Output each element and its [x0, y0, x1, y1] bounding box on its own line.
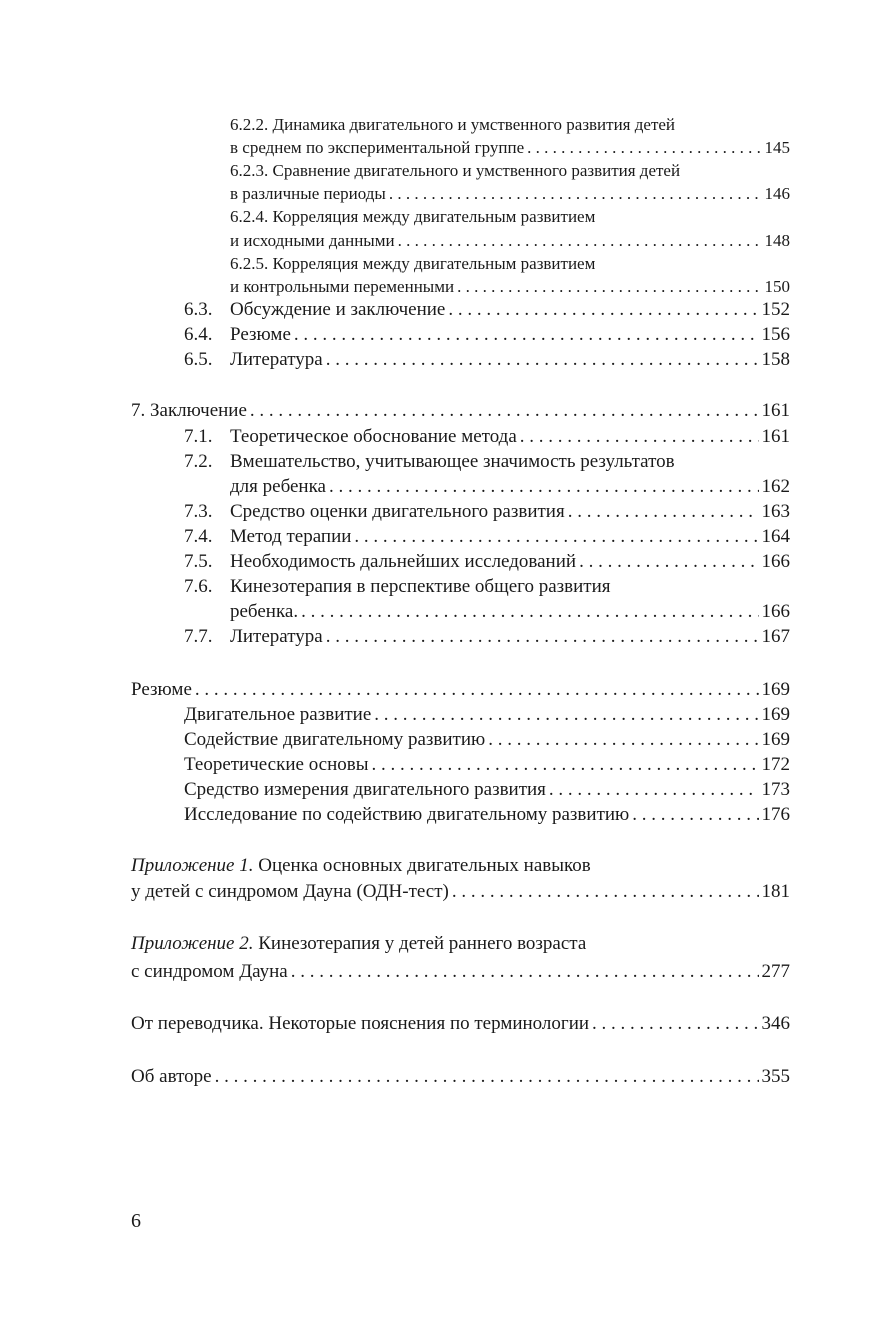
toc-entry-6-2-4-cont[interactable] — [230, 231, 790, 251]
page-ref: 173 — [761, 779, 790, 800]
dot-leader — [457, 277, 761, 297]
entry-title: у детей с синдромом Дауна (ОДН-тест) — [131, 881, 449, 902]
toc-entry-7-4[interactable] — [184, 526, 790, 548]
toc-entry-7-1[interactable] — [184, 426, 790, 448]
entry-title: и контрольными переменными — [230, 277, 455, 296]
entry-number: 7.2. — [184, 451, 213, 472]
dot-leader — [520, 426, 759, 448]
dot-leader — [374, 704, 758, 726]
page-ref: 167 — [761, 626, 790, 647]
entry-title — [131, 933, 586, 955]
entry-title: 7. Заключение — [131, 400, 247, 421]
toc-entry-6-2-2 — [230, 115, 790, 135]
entry-title: Двигательное развитие — [184, 704, 372, 725]
dot-leader — [301, 601, 758, 623]
dot-leader — [215, 1066, 759, 1088]
toc-translator-note[interactable] — [131, 1013, 790, 1035]
toc-summary-item[interactable] — [184, 779, 790, 801]
page-ref: 166 — [761, 601, 790, 622]
toc-entry-7-7[interactable] — [184, 626, 790, 648]
entry-title: в среднем по экспериментальной группе — [230, 138, 525, 157]
entry-number: 7.5. — [184, 551, 213, 572]
toc-entry-6-2-2-cont[interactable] — [230, 138, 790, 158]
dot-leader — [452, 881, 759, 903]
toc-entry-7-3[interactable] — [184, 501, 790, 523]
entry-title: Обсуждение и заключение — [230, 299, 446, 320]
dot-leader — [398, 231, 762, 251]
entry-title: Кинезотерапия в перспективе общего развития — [230, 576, 611, 597]
toc-entry-6-2-4 — [230, 207, 790, 227]
entry-title: с синдромом Дауна — [131, 961, 288, 982]
toc-summary[interactable] — [131, 679, 790, 701]
entry-number: 7.7. — [184, 626, 213, 647]
page-ref: 355 — [761, 1066, 790, 1087]
page-ref: 152 — [761, 299, 790, 320]
entry-number: 7.4. — [184, 526, 213, 547]
page-ref: 169 — [761, 679, 790, 700]
toc-entry-6-3[interactable] — [184, 299, 790, 321]
entry-title: 6.2.4. Корреляция между двигательным развитием — [230, 207, 596, 226]
page-ref: 163 — [761, 501, 790, 522]
toc-about-author[interactable] — [131, 1066, 790, 1088]
page-ref: 161 — [761, 400, 790, 421]
appendix-label: Приложение 1. — [131, 855, 254, 876]
toc-entry-7-5[interactable] — [184, 551, 790, 573]
page-ref: 145 — [764, 138, 790, 157]
entry-title — [131, 855, 591, 877]
dot-leader — [579, 551, 758, 573]
entry-number: 7.1. — [184, 426, 213, 447]
entry-title: Резюме — [131, 679, 192, 700]
page-ref: 156 — [761, 324, 790, 345]
entry-title: Содействие двигательному развитию — [184, 729, 486, 750]
page-ref: 346 — [761, 1013, 790, 1034]
entry-title: Литература — [230, 349, 323, 370]
entry-title: для ребенка — [230, 476, 326, 497]
toc-entry-7-6-cont[interactable] — [230, 601, 790, 623]
appendix-label: Приложение 2. — [131, 933, 254, 954]
entry-number: 6.3. — [184, 299, 213, 320]
appendix-title: Кинезотерапия у детей раннего возраста — [253, 933, 587, 954]
dot-leader — [354, 526, 758, 548]
entry-title: 6.2.5. Корреляция между двигательным развитием — [230, 254, 596, 273]
page-ref: 166 — [761, 551, 790, 572]
dot-leader — [294, 324, 759, 346]
entry-title: Метод терапии — [230, 526, 352, 547]
dot-leader — [372, 754, 759, 776]
dot-leader — [527, 138, 761, 158]
entry-title: Об авторе — [131, 1066, 212, 1087]
dot-leader — [488, 729, 758, 751]
page-ref: 172 — [761, 754, 790, 775]
entry-title: Вмешательство, учитывающее значимость результатов — [230, 451, 675, 472]
toc-entry-6-2-3 — [230, 161, 790, 181]
toc-entry-6-2-3-cont[interactable] — [230, 184, 790, 204]
entry-title: Теоретическое обоснование метода — [230, 426, 517, 447]
dot-leader — [448, 299, 758, 321]
entry-title: Литература — [230, 626, 323, 647]
dot-leader — [326, 626, 759, 648]
entry-title: Резюме — [230, 324, 291, 345]
toc-chapter-7[interactable] — [131, 400, 790, 422]
entry-title: Исследование по содействию двигательному развитию — [184, 804, 630, 825]
page-ref: 148 — [764, 231, 790, 250]
toc-entry-6-5[interactable] — [184, 349, 790, 371]
page-ref: 146 — [764, 184, 790, 203]
entry-title: 6.2.2. Динамика двигательного и умственного развития детей — [230, 115, 676, 134]
dot-leader — [291, 961, 759, 983]
dot-leader — [389, 184, 762, 204]
dot-leader — [329, 476, 759, 498]
toc-entry-7-2-cont[interactable] — [230, 476, 790, 498]
entry-number: 7.3. — [184, 501, 213, 522]
toc-entry-7-6 — [184, 576, 790, 598]
toc-entry-6-2-5-cont[interactable] — [230, 277, 790, 297]
entry-title: Теоретические основы — [184, 754, 369, 775]
entry-number: 7.6. — [184, 576, 213, 597]
toc-summary-item[interactable] — [184, 704, 790, 726]
toc-entry-6-2-5 — [230, 254, 790, 274]
toc-appendix-1 — [131, 855, 790, 877]
entry-title: ребенка. — [230, 601, 299, 622]
dot-leader — [250, 400, 759, 422]
page-ref: 150 — [764, 277, 790, 296]
entry-title: Необходимость дальнейших исследований — [230, 551, 577, 572]
page-number: 6 — [131, 1210, 141, 1232]
page-ref: 176 — [761, 804, 790, 825]
entry-title: Средство измерения двигательного развития — [184, 779, 546, 800]
toc-appendix-2-cont[interactable] — [131, 961, 790, 983]
toc-summary-item[interactable] — [184, 754, 790, 776]
entry-title: в различные периоды — [230, 184, 386, 203]
appendix-title: Оценка основных двигательных навыков — [253, 855, 591, 876]
entry-title: Средство оценки двигательного развития — [230, 501, 565, 522]
toc-summary-item[interactable] — [184, 729, 790, 751]
entry-number: 6.4. — [184, 324, 213, 345]
dot-leader — [568, 501, 759, 523]
toc-entry-7-2 — [184, 451, 790, 473]
toc-appendix-2 — [131, 933, 790, 955]
toc-appendix-1-cont[interactable] — [131, 881, 790, 903]
toc-entry-6-4[interactable] — [184, 324, 790, 346]
entry-title: 6.2.3. Сравнение двигательного и умственного развития детей — [230, 161, 681, 180]
dot-leader — [195, 679, 759, 701]
toc-summary-item[interactable] — [184, 804, 790, 826]
page-ref: 162 — [761, 476, 790, 497]
dot-leader — [326, 349, 759, 371]
entry-title: и исходными данными — [230, 231, 395, 250]
dot-leader — [549, 779, 759, 801]
page-ref: 161 — [761, 426, 790, 447]
page-ref: 181 — [761, 881, 790, 902]
page-ref: 277 — [761, 961, 790, 982]
entry-title: От переводчика. Некоторые пояснения по терминологии — [131, 1013, 590, 1034]
dot-leader — [592, 1013, 758, 1035]
entry-number: 6.5. — [184, 349, 213, 370]
page-ref: 164 — [761, 526, 790, 547]
page-ref: 158 — [761, 349, 790, 370]
page-ref: 169 — [761, 704, 790, 725]
page-ref: 169 — [761, 729, 790, 750]
dot-leader — [632, 804, 758, 826]
